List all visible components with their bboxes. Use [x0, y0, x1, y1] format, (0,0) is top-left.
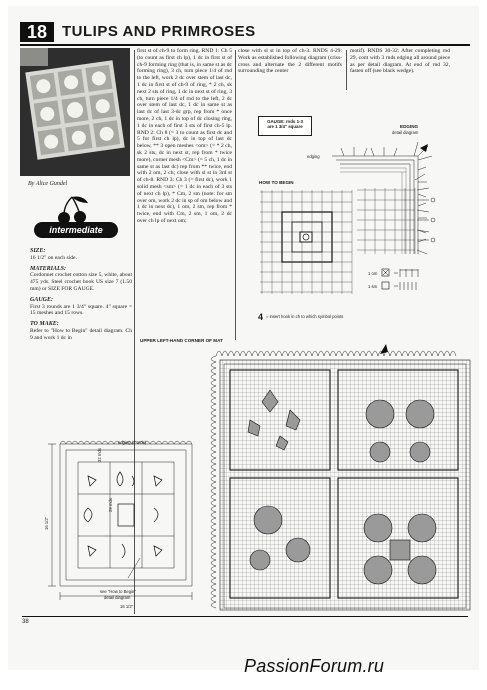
dimension-bottom-label: 16 1/2" — [120, 604, 134, 609]
edging-detail-label: EDGING — [400, 124, 419, 129]
skill-level-badge: intermediate — [34, 222, 118, 238]
pattern-number: 18 — [20, 22, 54, 42]
edging-3-rounds-label: edging (3 rnds) — [118, 440, 147, 445]
instructions-column-3: close with sl st in top of ch-3. RNDS 4-29: Work as established following diagram (criss-cross and alternate the 2 different motifs surrounding the center — [238, 48, 342, 75]
size-heading: SIZE: — [30, 248, 46, 254]
rounds-32-label: 32 rnds — [97, 448, 102, 462]
how-to-begin-label: HOW TO BEGIN — [259, 180, 294, 185]
column-divider — [346, 50, 347, 90]
how-to-begin-diagram — [258, 188, 354, 298]
pattern-title: TULIPS AND PRIMROSES — [62, 23, 256, 40]
gauge-heading: GAUGE: — [30, 296, 54, 303]
to-make-heading: TO MAKE: — [30, 321, 59, 328]
corner-chart — [210, 340, 472, 612]
cherry-icon — [52, 195, 92, 225]
edging-detail-sublabel: detail diagram — [392, 130, 419, 135]
see-how-label-2: detail diagram — [104, 595, 131, 600]
doily-photo — [20, 48, 130, 176]
instructions-column-2: first st of ch-9 to form ring. RND 1: Ch 5 (to count as first ch lp), 1 dc in first st of ch-9 forming ring (that is, in same st as dc forming ring), 3 ch, turn piece 1/4 of rnd to the left, work 2 dc over stem of last dc, 1 dc in first st of ch-9 of ring, * 2 ch, sk next 2 sts of ring, 1 dc in next st of ring, 3 ch, turn piece 1/4 of rnd to the left, 2 dc over stem of last dc, 1 dc in same st as last dc of last 3-dc grp, rep from * once more, 2 ch, 1 dc in top of dc closing ring, 1 dc in each of first 3 sts of first ch-5 lp. RND 2: Ch 8 (= 3 to count as first dc and 5 for first ch lp), dc in top of last dc below, ** 3 open meshes <om> (= * 2 ch, sk 2 sts, dc in next st, rep from * twice more), corner mesh <Cm> (= 5 ch, 1 dc in same st as last dc) rep from ** twice, end with 2 om, 2 ch; close with sl st in 3rd st of ch-8. RND 3: Ch 3 (= first dc), work 1 solid mesh <sm> (= 1 dc in each of 3 sts of next ch lp), * Cm, 2 sm (note: for sm over om, work 2 dc in sp of om below and 1 dc in next dc), 1 om, 2 sm, rep from * twice, end with Cm, 2 sm, 1 om, 2 dc over ch lp of next om; — [137, 48, 232, 224]
legend-sm-symbol — [380, 281, 440, 291]
materials-text: Cordonnet crochet cotton size 5, white, about 475 yds. Steel crochet hook US size 7 (1.50 mm) or SIZE FOR GAUGE. — [30, 272, 132, 292]
materials-column — [30, 248, 132, 342]
watermark-text: PassionForum.ru — [244, 656, 385, 676]
rounds-29-label: 29 rnds — [108, 498, 113, 512]
page-number: 38 — [22, 619, 29, 625]
insert-note: = insert hook in ch to which symbol points — [266, 314, 344, 319]
legend-om-label: 1 om — [368, 271, 378, 276]
edging-small-label: edging — [307, 154, 320, 159]
header-rule — [20, 44, 470, 46]
materials-heading: MATERIALS: — [30, 265, 67, 272]
overall-schematic — [42, 436, 210, 606]
page-header — [20, 22, 470, 42]
legend-om-symbol — [380, 268, 440, 278]
corner-diagram-title: UPPER LEFT-HAND CORNER OF MAT — [140, 338, 223, 343]
gauge-text: First 3 rounds are 1 3/4" square. 4" square = 15 meshes and 15 rows. — [30, 303, 132, 317]
insert-note-number: 4 — [258, 312, 264, 322]
byline: By Alice Gundel — [28, 181, 68, 187]
footer-rule — [22, 616, 468, 617]
size-text: 16 1/2" on each side. — [30, 254, 77, 261]
dimension-left-label: 16 1/2" — [44, 516, 49, 530]
gauge-box-line2: are 1 3/4" square — [267, 124, 303, 129]
instructions-column-4: motif). RNDS 30-32: After completing rnd 29, cont with 3 rnds edging all around piece as per detail diagram. At end of rnd 32, fasten off (see black wedge). — [350, 48, 450, 75]
see-how-label-1: see "How to Begin" — [100, 589, 136, 594]
to-make-text: Refer to "How to Begin" detail diagram. Ch 9 and work 1 dc in — [30, 327, 132, 341]
gauge-box-line1: GAUGE: rnds 1-3 — [267, 119, 303, 124]
legend-sm-label: 1 sm — [368, 284, 378, 289]
gauge-box — [258, 116, 312, 136]
column-divider — [235, 50, 236, 340]
